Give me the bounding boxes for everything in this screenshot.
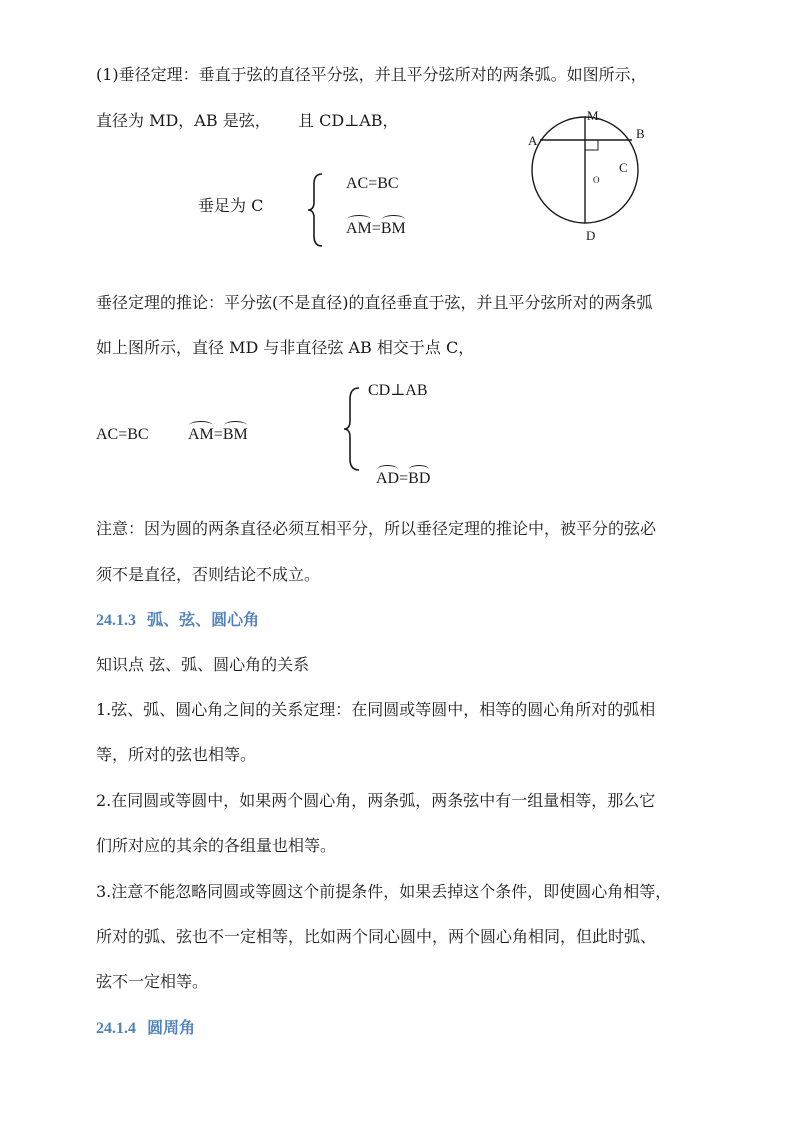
label-d: D bbox=[586, 228, 596, 243]
paragraph-2-line-1: 2.在同圆或等圆中，如果两个圆心角，两条弧，两条弦中有一组量相等，那么它 bbox=[96, 791, 656, 810]
equals-sign: = bbox=[371, 220, 381, 237]
heading-text: 圆周角 bbox=[147, 1018, 196, 1037]
corollary-line-1: 垂径定理的推论：平分弦(不是直径)的直径垂直于弦，并且平分弦所对的两条弧 bbox=[96, 293, 653, 312]
section-heading-24-1-4 bbox=[96, 1015, 195, 1038]
paragraph-1-line-2: 等，所对的弦也相等。 bbox=[96, 745, 257, 764]
paragraph-3-line-2: 所对的弧、弦也不一定相等，比如两个同心圆中，两个圆心角相同，但此时弧、 bbox=[96, 927, 657, 946]
label-a: A bbox=[528, 133, 538, 148]
theorem-line-2a: 直径为 MD，AB 是弦， bbox=[96, 111, 271, 130]
cond-arc-am-bm bbox=[188, 426, 248, 444]
foot-label: 垂足为 C bbox=[198, 196, 264, 215]
note-line-1: 注意：因为圆的两条直径必须互相平分，所以垂径定理的推论中，被平分的弦必 bbox=[96, 519, 657, 538]
arc-bd: BD bbox=[408, 470, 431, 487]
heading-number: 24.1.4 bbox=[96, 1020, 136, 1037]
arc-ad: AD bbox=[376, 470, 400, 487]
left-brace-icon bbox=[306, 172, 326, 248]
result-arc-am-bm bbox=[346, 220, 406, 238]
res-cd-perp-ab: CD⊥AB bbox=[368, 382, 428, 399]
equals-sign: = bbox=[213, 426, 223, 443]
section-heading-24-1-3 bbox=[96, 607, 259, 630]
theorem-line-2b: 且 CD⊥AB， bbox=[298, 111, 399, 130]
arc-am: AM bbox=[346, 220, 372, 237]
paragraph-1-line-1: 1.弦、弧、圆心角之间的关系定理：在同圆或等圆中，相等的圆心角所对的弧相 bbox=[96, 700, 656, 719]
left-brace-icon bbox=[342, 386, 362, 472]
corollary-line-2: 如上图所示，直径 MD 与非直径弦 AB 相交于点 C， bbox=[96, 338, 475, 357]
paragraph-2-line-2: 们所对应的其余的各组量也相等。 bbox=[96, 836, 337, 855]
res-arc-ad-bd bbox=[376, 470, 430, 488]
cond-ac-bc: AC=BC bbox=[96, 426, 149, 443]
knowledge-point: 知识点 弦、弧、圆心角的关系 bbox=[96, 655, 310, 674]
label-b: B bbox=[636, 126, 645, 141]
paragraph-3-line-3: 弦不一定相等。 bbox=[96, 972, 209, 991]
equals-sign: = bbox=[399, 470, 409, 487]
circle-diagram bbox=[520, 100, 670, 250]
label-c: C bbox=[619, 160, 628, 175]
paragraph-3-line-1: 3.注意不能忽略同圆或等圆这个前提条件，如果丢掉这个条件，即使圆心角相等， bbox=[96, 882, 672, 901]
arc-bm: BM bbox=[222, 426, 248, 443]
arc-bm: BM bbox=[380, 220, 406, 237]
label-o: O bbox=[593, 175, 600, 185]
note-line-2: 须不是直径，否则结论不成立。 bbox=[96, 565, 321, 584]
heading-number: 24.1.3 bbox=[96, 612, 136, 629]
result-ac-bc: AC=BC bbox=[346, 175, 399, 192]
theorem-line-1: (1)垂径定理：垂直于弦的直径平分弦，并且平分弦所对的两条弧。如图所示， bbox=[96, 65, 647, 84]
label-m: M bbox=[587, 108, 599, 123]
heading-text: 弧、弦、圆心角 bbox=[147, 610, 260, 629]
right-angle-icon bbox=[585, 140, 598, 150]
arc-am: AM bbox=[188, 426, 214, 443]
